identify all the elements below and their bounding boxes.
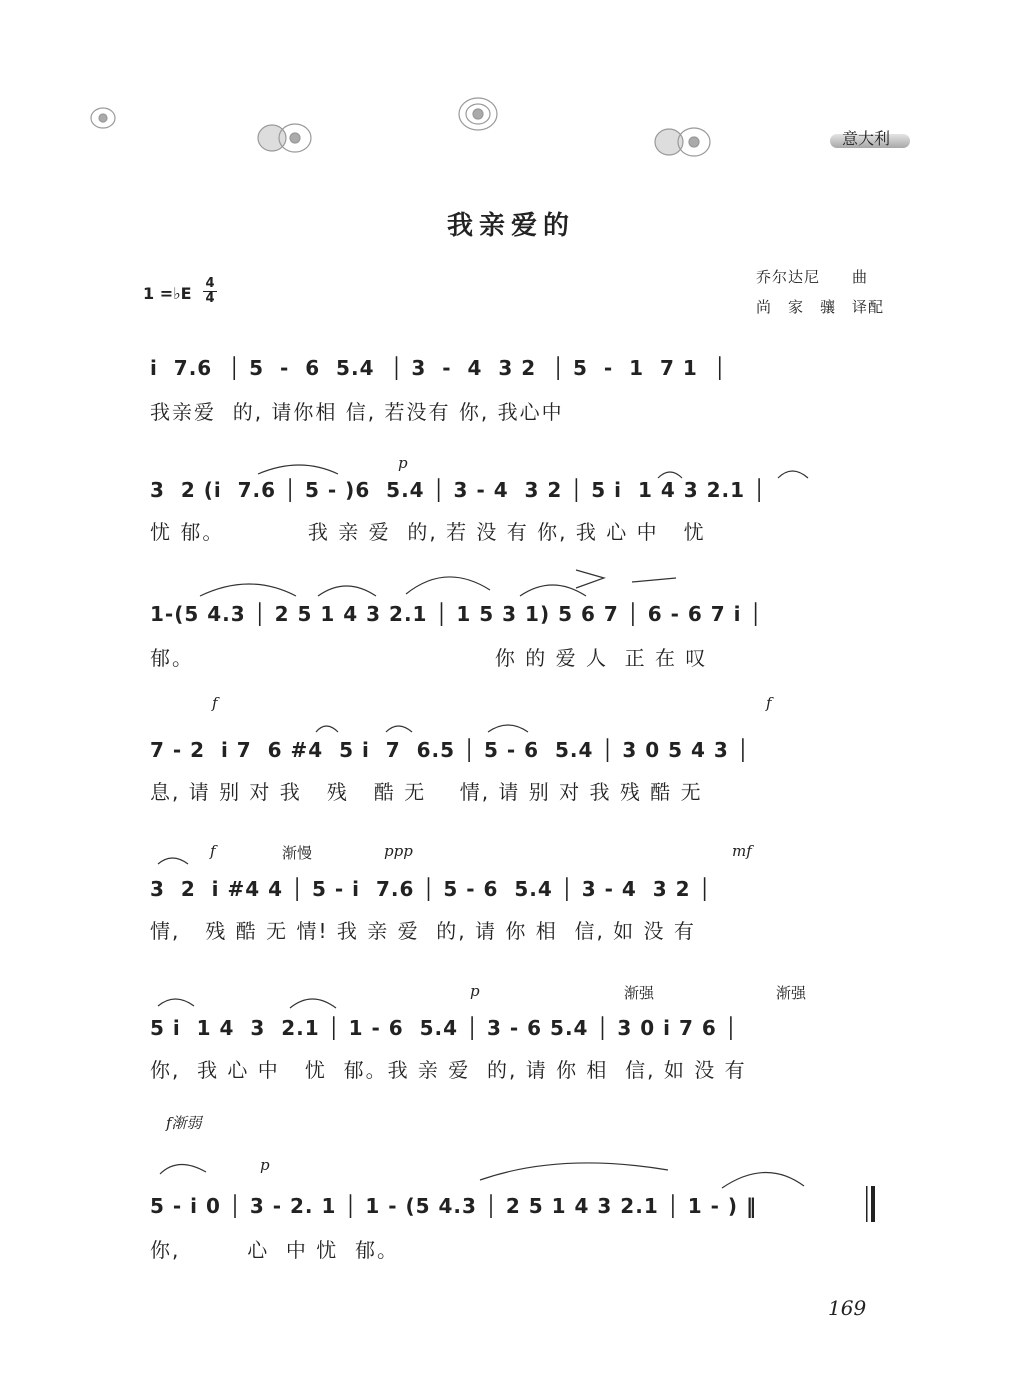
notation-line: 5 i 1 4 3 2.1 │ 1 - 6 5.4 │ 3 - 6 5.4 │ 3 0 i 7 6 │ [150, 1016, 738, 1040]
dynamic-text-mark: 渐强 [776, 984, 807, 1002]
page-number: 169 [828, 1296, 867, 1320]
tag-label: 意大利 [842, 129, 891, 148]
notation-line: 3 2 (i 7.6 │ 5 - )6 5.4 │ 3 - 4 3 2 │ 5 i 1 4 3 2.1 │ [150, 478, 767, 502]
notation-line: 1-(5 4.3 │ 2 5 1 4 3 2.1 │ 1 5 3 1) 5 6 7 │ 6 - 6 7 i │ [150, 602, 763, 626]
dynamic-mark: p [398, 454, 408, 472]
notation-line: i 7.6 │ 5 - 6 5.4 │ 3 - 4 3 2 │ 5 - 1 7 1 │ [150, 356, 727, 380]
notation-line: 7 - 2 i 7 6 #4 5 i 7 6.5 │ 5 - 6 5.4 │ 3 0 5 4 3 │ [150, 738, 750, 762]
key-signature: 1 =♭E [143, 284, 192, 303]
lyric-line: 你, 我 心 中 忧 郁。我 亲 爱 的, 请 你 相 信, 如 没 有 [150, 1058, 747, 1082]
time-signature-top: 4 [205, 276, 215, 291]
dynamic-mark: ppp [384, 842, 413, 860]
composer-credit: 乔尔达尼 曲 [756, 268, 869, 286]
dynamic-mark: p [470, 982, 480, 1000]
lyric-line: 你, 心 中 忧 郁。 [150, 1238, 400, 1262]
notation-line: 3 2 i #4 4 │ 5 - i 7.6 │ 5 - 6 5.4 │ 3 - 4 3 2 │ [150, 877, 712, 901]
time-signature-bottom: 4 [203, 291, 217, 306]
lyric-line: 情, 残 酷 无 情! 我 亲 爱 的, 请 你 相 信, 如 没 有 [150, 919, 696, 943]
tempo-mark: 渐慢 [282, 844, 313, 862]
dynamic-mark: f渐弱 [166, 1114, 202, 1132]
notation-line: 5 - i 0 │ 3 - 2. 1 │ 1 - (5 4.3 │ 2 5 1 4 3 2.1 │ 1 - ) ‖ [150, 1194, 757, 1218]
lyric-line: 郁。 你 的 爱 人 正 在 叹 [150, 646, 708, 670]
arranger-credit: 尚 家 骧 译配 [756, 298, 885, 316]
dynamic-mark: f [766, 694, 772, 712]
lyric-line: 息, 请 别 对 我 残 酷 无 情, 请 别 对 我 残 酷 无 [150, 780, 703, 804]
dynamic-mark: mf [732, 842, 752, 860]
dynamic-mark: f [210, 842, 216, 860]
dynamic-mark: p [260, 1156, 270, 1174]
dynamic-text-mark: 渐强 [624, 984, 655, 1002]
song-title: 我亲爱的 [446, 211, 575, 241]
lyric-line: 我亲爱 的, 请你相 信, 若没有 你, 我心中 [150, 400, 564, 424]
lyric-line: 忧 郁。 我 亲 爱 的, 若 没 有 你, 我 心 中 忧 [150, 520, 706, 544]
dynamic-mark: f [212, 694, 218, 712]
